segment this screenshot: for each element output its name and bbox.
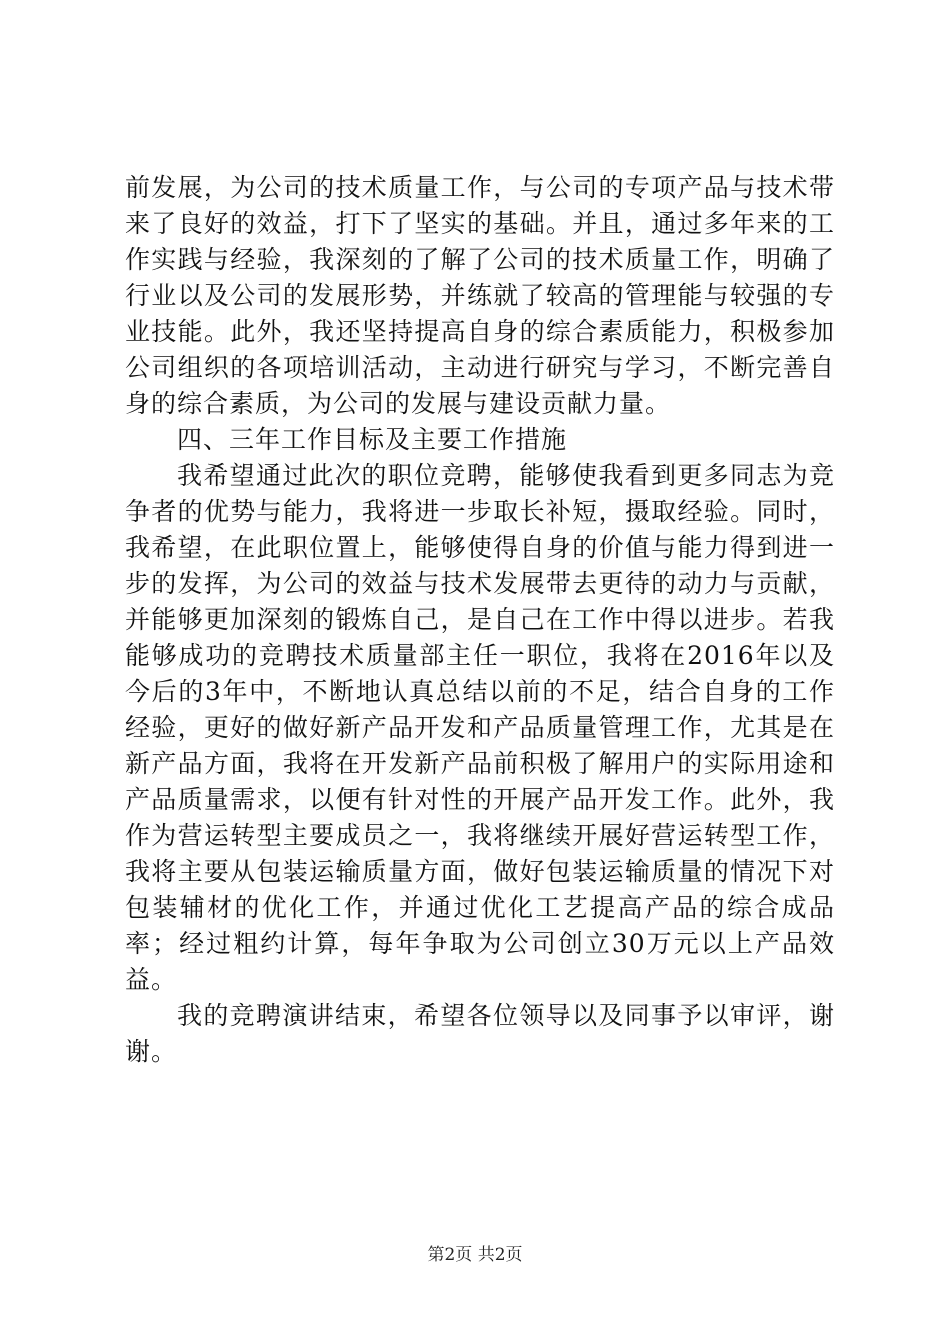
section-heading: 四、三年工作目标及主要工作措施 [177,425,568,454]
document-body [125,170,835,1070]
paragraph-continuation: 前发展，为公司的技术质量工作，与公司的专项产品与技术带来了良好的效益，打下了坚实的基础。并且，通过多年来的工作实践与经验，我深刻的了解了公司的技术质量工作，明确了行业以及公司的发展形势，并练就了较高的管理能与较强的专业技能。此外，我还坚持提高自身的综合素质能力，积极参加公司组织的各项培训活动，主动进行研究与学习，不断完善自身的综合素质，为公司的发展与建设贡献力量。 [125,173,835,418]
page-footer: 第2页 共2页 [427,1245,523,1265]
paragraph-goals: 我希望通过此次的职位竞聘，能够使我看到更多同志为竞争者的优势与能力，我将进一步取长补短，摄取经验。同时，我希望，在此职位置上，能够使得自身的价值与能力得到进一步的发挥，为公司的效益与技术发展带去更待的动力与贡献，并能够更加深刻的锻炼自己，是自己在工作中得以进步。若我能够成功的竞聘技术质量部主任一职位，我将在2016年以及今后的3年中，不断地认真总结以前的不足，结合自身的工作经验，更好的做好新产品开发和产品质量管理工作，尤其是在新产品方面，我将在开发新产品前积极了解用户的实际用途和产品质量需求，以便有针对性的开展产品开发工作。此外，我作为营运转型主要成员之一，我将继续开展好营运转型工作，我将主要从包装运输质量方面，做好包装运输质量的情况下对包装辅材的优化工作，并通过优化工艺提高产品的综合成品率；经过粗约计算，每年争取为公司创立30万元以上产品效益。 [125,461,835,994]
paragraph-closing: 我的竞聘演讲结束，希望各位领导以及同事予以审评，谢谢。 [125,1001,835,1066]
